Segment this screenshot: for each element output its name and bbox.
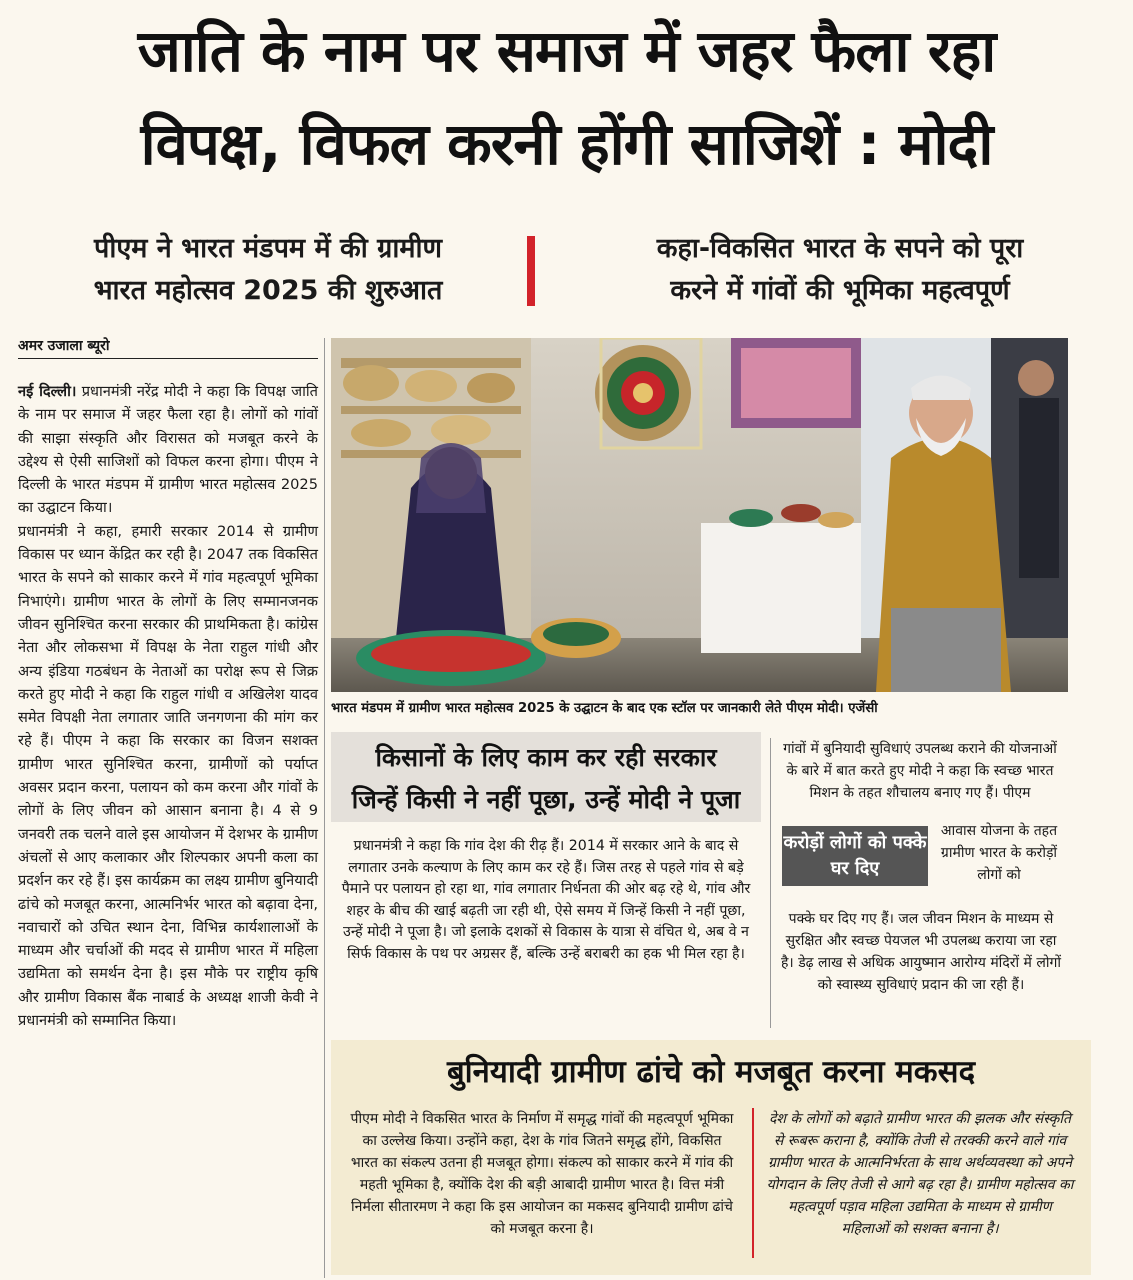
byline-rule — [18, 358, 318, 359]
deck-right-line-2: करने में गांवों की भूमिका महत्वपूर्ण — [670, 275, 1010, 306]
deck-divider-bar — [527, 236, 535, 306]
right-col-top: गांवों में बुनियादी सुविधाएं उपलब्ध कराने की योजनाओं के बारे में बात करते हुए मोदी ने कहा कि स्वच्छ भारत मिशन के तहत शौचालय बनाए गए हैं। पीएम — [783, 741, 1057, 801]
right-col-bottom: पक्के घर दिए गए हैं। जल जीवन मिशन के माध्यम से सुरक्षित और स्वच्छ पेयजल भी उपलब्ध कराया जा रहा है। डेढ़ लाख से अधिक आयुष्मान आरोग्य मंदिरों में लोगों को स्वास्थ्य सुविधाएं प्रदान की जा रही हैं। — [781, 911, 1061, 993]
deck-left-line-1: पीएम ने भारत मंडपम में की ग्रामीण — [93, 233, 443, 264]
main-story-para-1 — [18, 380, 318, 520]
news-photo — [331, 338, 1068, 692]
sidebar-head-line-2: जिन्हें किसी ने नहीं पूछा, उन्हें मोदी ने पूजा — [351, 785, 741, 814]
photo-illustration — [331, 338, 1068, 692]
sidebar-body: प्रधानमंत्री ने कहा कि गांव देश की रीढ़ हैं। 2014 में सरकार आने के बाद से लगातार उनके कल्याण के लिए काम कर रहे हैं। जिस तरह से पहले गांव से बड़े पैमाने पर पलायन हो रहा था, गांव लगातार निर्धनता की ओर बढ़ रहे थे, गांव और शहर के बीच की खाई बढ़ती जा रही थी, ऐसे समय में जिन्हें किसी ने नहीं पूछा, उन्हें मोदी ने पूजा है। जो इलाके दशकों से विकास के यात्रा से वंचित थे, अब वे न सिर्फ विकास के पथ पर अग्रसर हैं, बल्कि उन्हें बराबरी का हक भी मिल रहा है। — [341, 838, 751, 962]
deck-right — [560, 228, 1120, 312]
main-story — [18, 380, 318, 1032]
bottom-box-divider — [752, 1108, 754, 1258]
bottom-box-left: पीएम मोदी ने विकसित भारत के निर्माण में समृद्ध गांवों की महत्वपूर्ण भूमिका का उल्लेख किया। उन्होंने कहा, देश के गांव जितने समृद्ध होंगे, विकसित भारत का संकल्प उतना ही मजबूत होगा। संकल्प को साकार करने में गांव की महती भूमिका है, क्योंकि देश की बड़ी आबादी ग्रामीण भारत है। वित्त मंत्री निर्मला सीतारमण ने कहा कि इस आयोजन का मकसद बुनियादी ग्रामीण ढांचे को मजबूत करना है। — [350, 1111, 734, 1237]
right-col-side: आवास योजना के तहत ग्रामीण भारत के करोड़ों लोगों को — [940, 823, 1058, 883]
deck-left-line-2: भारत महोत्सव 2025 की शुरुआत — [93, 275, 443, 306]
headline-line-1: जाति के नाम पर समाज में जहर फैला रहा — [137, 17, 996, 85]
photo-caption: भारत मंडपम में ग्रामीण भारत महोत्सव 2025 के उद्घाटन के बाद एक स्टॉल पर जानकारी लेते पीएम मोदी। एजेंसी — [331, 701, 878, 716]
deck-left — [18, 228, 518, 312]
pullquote: करोड़ों लोगों को पक्के घर दिए — [782, 826, 928, 886]
headline-line-2: विपक्ष, विफल करनी होंगी साजिशें : मोदी — [140, 110, 993, 178]
deck-right-line-1: कहा-विकसित भारत के सपने को पूरा — [656, 233, 1024, 264]
dateline: नई दिल्ली। — [18, 383, 77, 400]
byline: अमर उजाला ब्यूरो — [18, 338, 110, 354]
main-story-para-1-text: प्रधानमंत्री नरेंद्र मोदी ने कहा कि विपक्ष जाति के नाम पर समाज में जहर फैला रहा है। लोगों को गांवों की साझा संस्कृति और विरासत को मजबूत करने के उद्देश्य से ऐसी साजिशों को विफल करना होगा। पीएम ने दिल्ली के भारत मंडपम में ग्रामीण भारत महोत्सव 2025 का उद्घाटन किया। — [18, 383, 318, 517]
sidebar-headline-box — [331, 732, 761, 822]
sidebar-head-line-1: किसानों के लिए काम कर रही सरकार — [375, 743, 717, 772]
bottom-box-right: देश के लोगों को बढ़ाते ग्रामीण भारत की झलक और संस्कृति से रूबरू कराना है, क्योंकि तेजी से तरक्की करने वाले गांव ग्रामीण भारत के आत्मनिर्भरता के साथ अर्थव्यवस्था को अपने योगदान के लिए तेजी से आगे बढ़ रहा है। ग्रामीण महोत्सव का महत्वपूर्ण पड़ाव महिला उद्यमिता के माध्यम से ग्रामीण महिलाओं को सशक्त बनाना है। — [766, 1111, 1074, 1237]
main-story-para-2: प्रधानमंत्री ने कहा, हमारी सरकार 2014 से ग्रामीण विकास पर ध्यान केंद्रित कर रही है। 2047 तक विकसित भारत के सपने को साकार करने में गांव महत्वपूर्ण भूमिका निभाएंगे। ग्रामीण भारत के लोगों के लिए सम्मानजनक जीवन सुनिश्चित करना सरकार की प्राथमिकता है। कांग्रेस नेता और लोकसभा में विपक्ष के नेता राहुल गांधी और अन्य इंडिया गठबंधन के नेताओं का परोक्ष रूप से जिक्र करते हुए मोदी ने कहा कि राहुल गांधी व अखिलेश यादव समेत विपक्षी नेता लगातार जाति जनगणना की मांग कर रहे हैं। पीएम ने कहा कि सरकार का विजन सशक्त ग्रामीण भारत सुनिश्चित करना, ग्रामीणों को पर्याप्त अवसर प्रदान करना, पलायन को कम करना और गांवों के लोगों के लिए जीवन को आसान बनाना है। 4 से 9 जनवरी तक चलने वाले इस आयोजन में देशभर के ग्रामीण अंचलों से आए कलाकार और शिल्पकार अपनी कला का प्रदर्शन कर रहे हैं। इस कार्यक्रम का लक्ष्य ग्रामीण बुनियादी ढांचे को मजबूत करना, आत्मनिर्भर भारत को बढ़ावा देना, नवाचारों को उचित स्थान देना, विभिन्न कार्यशालाओं के माध्यम और चर्चाओं की मदद से ग्रामीण भारत में महिला उद्यमिता को समर्थन देना है। इस मौके पर राष्ट्रीय कृषि और ग्रामीण विकास बैंक नाबार्ड के अध्यक्ष शाजी केवी ने प्रधानमंत्री को सम्मानित किया। — [18, 522, 318, 1030]
bottom-box-headline: बुनियादी ग्रामीण ढांचे को मजबूत करना मकसद — [446, 1054, 976, 1090]
column-divider — [324, 338, 325, 1278]
sidebar-divider — [770, 738, 771, 1028]
